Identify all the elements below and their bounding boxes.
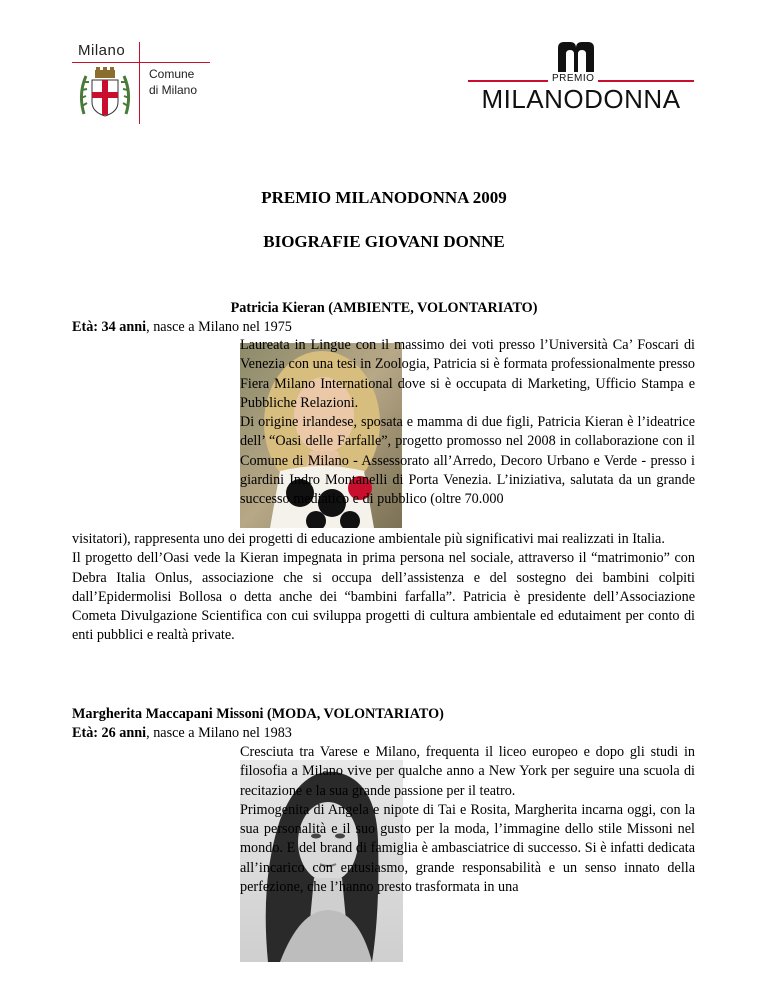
bio1-full-paragraph-1: visitatori), rappresenta uno dei progetti di educazione ambientale più significativi mai realizzati in Italia. xyxy=(72,531,665,547)
milano-crest-icon xyxy=(78,66,132,122)
premio-m-arch-icon xyxy=(556,40,596,72)
bio1-float-spacer xyxy=(72,336,240,530)
bio2-float-spacer xyxy=(72,743,240,973)
logo-comune-line2: di Milano xyxy=(149,83,198,97)
logo-comune-text xyxy=(149,66,197,98)
logo-divider-horizontal xyxy=(72,62,210,63)
bio1-age-rest: , nasce a Milano nel 1975 xyxy=(146,319,292,335)
bio1-side-paragraph-1: Laureata in Lingue con il massimo dei voti presso l’Università Ca’ Foscari di Venezia con una tesi in Zoologia, Patricia si è formata professionalmente presso Fiera Milano International dove si è occupata di Marketing, Ufficio Stampa e Pubbliche Relazioni. xyxy=(240,337,695,411)
logo-rule-right xyxy=(598,80,694,82)
logo-premio-name: MILANODONNA xyxy=(481,84,681,114)
bio2-heading: Margherita Maccapani Missoni (MODA, VOLONTARIATO) xyxy=(72,706,444,722)
bio1-full-paragraph-2: Il progetto dell’Oasi vede la Kieran impegnata in prima persona nel sociale, attraverso il “matrimonio” con Debra Italia Onlus, associazione che si occupa dell’assistenza e del sostegno dei bambini colpiti dall’Epidermolisi Bollosa o detta anche dei “bambini farfalla”. Patricia è presidente dell’Associazione Cometa Divulgazione Scientifica con cui sviluppa progetti di cultura ambientale ed edutaiment per conto di enti pubblici e realtà private. xyxy=(72,550,695,644)
bio2-age-label: Età: 26 anni xyxy=(72,725,147,741)
bio1-side-paragraph-2: Di origine irlandese, sposata e mamma di due figli, Patricia Kieran è l’ideatrice dell’ “Oasi delle Farfalle”, progetto promosso nel 2008 in collaborazione con il Comune di Milano - Assessorato all’Arredo, Decoro Urbano e Verde - presso i giardini Indro Montanelli di Porta Venezia. L’iniziativa, salutata da un grande successo mediatico e di pubblico (oltre 70.000 xyxy=(240,414,695,508)
bio1-heading: Patricia Kieran (AMBIENTE, VOLONTARIATO) xyxy=(230,300,538,316)
bio2-age-line xyxy=(72,724,292,743)
bio2-age-rest: , nasce a Milano nel 1983 xyxy=(146,725,292,741)
bio1-age-label: Età: 34 anni xyxy=(72,319,147,335)
bio2-side-paragraph-2: Primogenita di Angela e nipote di Tai e Rosita, Margherita incarna oggi, con la sua personalità e il suo gusto per la moda, l’immagine dello stile Missoni nel mondo. E del brand di famiglia è ambasciatrice di successo. Si è infatti dedicata all’incarico con entusiasmo, grande responsabilità e un senso innato della perfezione, che l’hanno presto trasformata in una xyxy=(240,801,695,896)
bio2-side-paragraph-1: Cresciuta tra Varese e Milano, frequenta il liceo europeo e dopo gli studi in filosofia a Milano vive per qualche anno a New York per seguire una scuola di recitazione e la sua grande passione per il teatro. xyxy=(240,744,695,799)
comune-di-milano-logo xyxy=(72,36,212,128)
bio2-flow xyxy=(72,743,695,973)
logo-city-label: Milano xyxy=(78,42,126,59)
premio-milanodonna-logo xyxy=(468,40,694,120)
logo-divider-vertical xyxy=(139,42,140,124)
bio1-flow xyxy=(72,336,695,646)
bio1-age-line xyxy=(72,318,292,337)
page-title: PREMIO MILANODONNA 2009 xyxy=(261,188,507,207)
logo-rule-left xyxy=(468,80,548,82)
logo-premio-small: PREMIO xyxy=(552,73,595,84)
logo-comune-line1: Comune xyxy=(149,67,195,81)
page-subtitle: BIOGRAFIE GIOVANI DONNE xyxy=(263,232,505,251)
